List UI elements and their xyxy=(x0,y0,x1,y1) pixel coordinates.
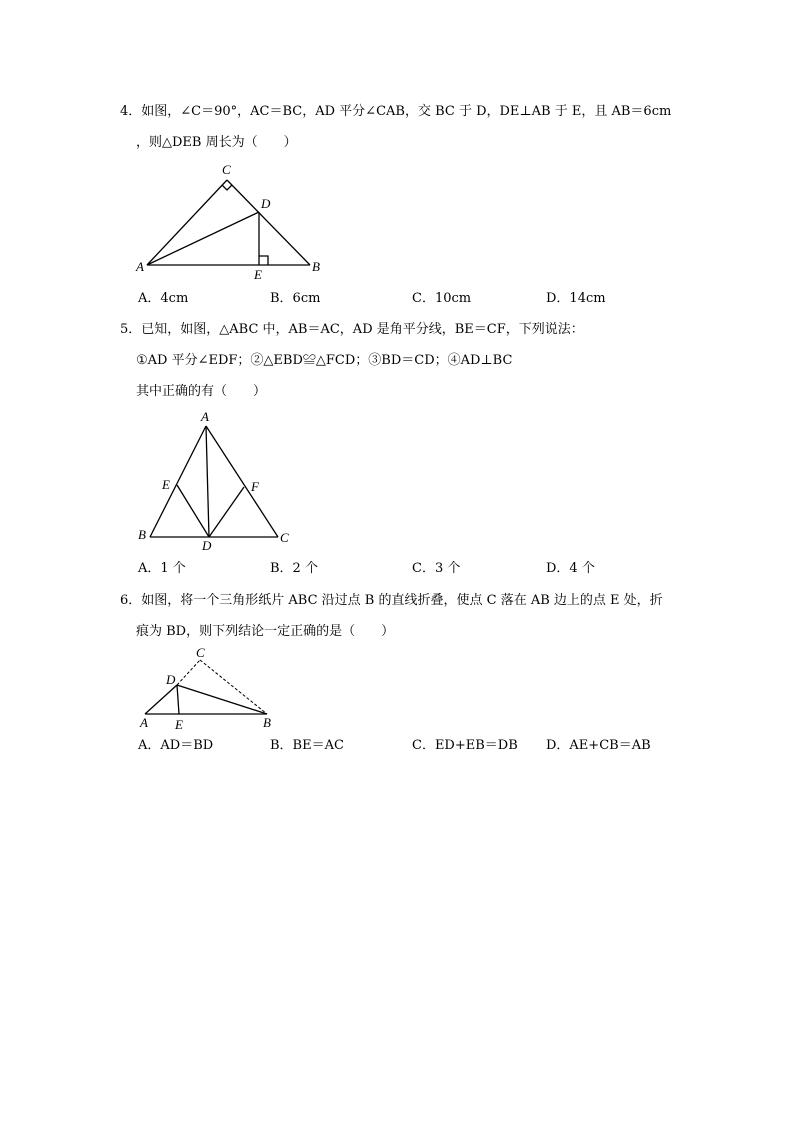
q5-side-ab xyxy=(150,426,206,537)
q6-dashed-dc xyxy=(177,660,200,685)
q5-stem-line2: ①AD 平分∠EDF；②△EBD≌△FCD；③BD＝CD；④AD⊥BC xyxy=(136,353,513,368)
q4-segment-ad xyxy=(147,212,259,265)
q6-stem-line1: 6．如图，将一个三角形纸片 ABC 沿过点 B 的直线折叠，使点 C 落在 AB 边上的点 E 处，折 xyxy=(120,593,663,608)
q5-label-f: F xyxy=(251,479,259,494)
q4-side-cb xyxy=(227,180,310,265)
q4-label-a: A xyxy=(136,259,144,274)
q5-label-c: C xyxy=(280,530,289,545)
q6-option-c: C．ED+EB＝DB xyxy=(412,738,518,753)
q6-label-c: C xyxy=(196,645,205,660)
q4-label-e: E xyxy=(254,267,262,282)
q5-option-a: A．1 个 xyxy=(138,561,186,576)
q4-stem-line2: ，则△DEB 周长为（ ） xyxy=(136,135,297,150)
q5-option-d: D．4 个 xyxy=(546,561,595,576)
q6-fold-bd xyxy=(177,685,267,714)
q4-right-angle-e xyxy=(259,256,268,265)
q5-segment-ad xyxy=(206,426,209,537)
q5-label-a: A xyxy=(201,409,209,424)
q5-segment-fd xyxy=(209,487,244,537)
q6-label-a: A xyxy=(140,715,148,730)
q5-figure xyxy=(130,405,300,553)
q4-label-c: C xyxy=(222,162,231,177)
q4-label-d: D xyxy=(261,196,271,211)
q5-label-e: E xyxy=(162,477,170,492)
q6-stem-line2: 痕为 BD，则下列结论一定正确的是（ ） xyxy=(136,624,395,639)
q4-side-ac xyxy=(147,180,227,265)
q5-segment-ed xyxy=(177,485,209,537)
q6-figure xyxy=(130,643,290,735)
q4-option-c: C．10cm xyxy=(412,291,472,306)
q4-option-a: A．4cm xyxy=(138,291,189,306)
q4-figure xyxy=(130,158,330,283)
q6-option-b: B．BE＝AC xyxy=(270,738,344,753)
q5-stem-line1: 5．已知，如图，△ABC 中，AB＝AC，AD 是角平分线，BE＝CF，下列说法： xyxy=(120,322,584,337)
q6-dashed-cb xyxy=(200,660,267,714)
q6-label-d: D xyxy=(166,672,176,687)
q6-option-d: D．AE+CB＝AB xyxy=(546,738,651,753)
q6-segment-ad xyxy=(145,685,177,714)
q6-label-e: E xyxy=(175,717,183,732)
q5-label-b: B xyxy=(138,527,146,542)
q4-option-d: D．14cm xyxy=(546,291,606,306)
q4-right-angle-c xyxy=(222,185,232,190)
q5-stem-line3: 其中正确的有（ ） xyxy=(136,384,267,399)
q4-label-b: B xyxy=(312,259,320,274)
q5-label-d: D xyxy=(202,538,212,553)
q4-stem-line1: 4．如图，∠C＝90°，AC＝BC，AD 平分∠CAB，交 BC 于 D，DE⊥AB 于 E，且 AB＝6cm xyxy=(120,104,672,119)
q5-option-b: B．2 个 xyxy=(270,561,318,576)
q6-option-a: A．AD＝BD xyxy=(138,738,214,753)
q5-option-c: C．3 个 xyxy=(412,561,461,576)
q5-side-ac xyxy=(206,426,278,537)
q6-segment-de xyxy=(177,685,179,714)
q4-option-b: B．6cm xyxy=(270,291,321,306)
q6-label-b: B xyxy=(263,715,271,730)
